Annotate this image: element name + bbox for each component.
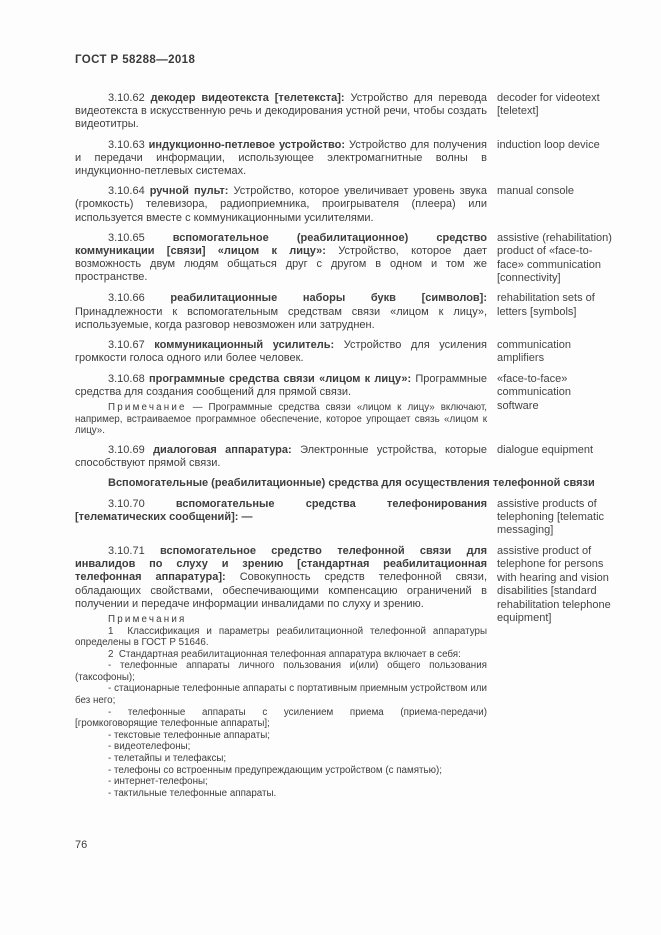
term-english: rehabilitation sets of letters [symbols] bbox=[497, 292, 595, 318]
notes-label: Примечания bbox=[108, 613, 187, 625]
term-title: коммуникационный усилитель: bbox=[154, 339, 335, 352]
terms-section bbox=[75, 92, 615, 799]
list-item: - телефоны со встроенным предупреждающим устройством (с памятью); bbox=[108, 764, 442, 776]
term-body bbox=[75, 292, 487, 332]
list-item: - видеотелефоны; bbox=[108, 741, 191, 753]
term-paragraph bbox=[75, 185, 487, 225]
term-body bbox=[75, 498, 487, 538]
term-number: 3.10.70 bbox=[108, 497, 145, 510]
term-title: вспомогательное (реабилитационное) средство коммуникации [связи] «лицом к лицу»: bbox=[75, 231, 487, 258]
list-item: - телетайпы и телефаксы; bbox=[108, 753, 227, 765]
term-number: 3.10.71 bbox=[108, 544, 145, 557]
term-entry bbox=[75, 373, 615, 437]
term-body bbox=[75, 444, 487, 470]
term-body bbox=[75, 232, 487, 286]
term-number: 3.10.62 bbox=[108, 92, 145, 104]
term-definition: Устройство, которое увеличивает уровень звука (громкость) телевизора, радиоприемника, проигрывателя (плеера) или используется вместе с коммуникационными усилителями. bbox=[75, 185, 487, 224]
note-item: 1 Классификация и параметры реабилитационной телефонной аппаратуры определены в ГОСТ Р 51646. bbox=[75, 625, 487, 649]
list-item: - телефонные аппараты с усилением приема (приема-передачи) [громкоговорящие телефонные аппараты]; bbox=[75, 706, 487, 730]
term-body bbox=[75, 139, 487, 179]
term-number: 3.10.69 bbox=[108, 444, 145, 457]
note-label: Примечание bbox=[108, 402, 187, 414]
term-paragraph bbox=[75, 444, 487, 470]
term-entry bbox=[75, 498, 615, 538]
term-number: 3.10.64 bbox=[108, 185, 145, 198]
term-entry bbox=[75, 92, 615, 132]
term-english: manual console bbox=[497, 185, 575, 198]
term-body bbox=[75, 92, 487, 132]
term-title: декодер видеотекста [телетекста]: bbox=[150, 92, 345, 104]
term-definition: Программные средства для создания сообщений для прямой связи. bbox=[75, 372, 487, 399]
note-item: 2 Стандартная реабилитационная телефонная аппаратура включает в себя: bbox=[108, 648, 461, 660]
list-item: - стационарные телефонные аппараты с портативным приемным устройством или без него; bbox=[75, 683, 487, 707]
term-paragraph bbox=[75, 498, 487, 524]
term-paragraph bbox=[75, 292, 487, 332]
term-english: assistive (rehabilitation) product of «face-to-face» communication [connectivity] bbox=[497, 231, 612, 285]
term-body bbox=[75, 373, 487, 437]
term-entry bbox=[75, 232, 615, 286]
list-item: - интернет-телефоны; bbox=[108, 776, 208, 788]
term-english: induction loop device bbox=[497, 138, 600, 151]
term-paragraph bbox=[75, 545, 487, 611]
term-english: dialogue equipment bbox=[497, 444, 594, 457]
term-title: ручной пульт: bbox=[149, 185, 229, 198]
term-definition: Устройство для перевода видеотекста в искусственную речь и декодирования устной речи, чтобы создать видеотитры. bbox=[75, 92, 487, 131]
term-entry bbox=[75, 185, 615, 225]
term-english: decoder for videotext [teletext] bbox=[497, 92, 600, 118]
term-title: программные средства связи «лицом к лицу»: bbox=[148, 372, 412, 385]
term-note bbox=[75, 402, 487, 437]
term-body bbox=[75, 339, 487, 366]
note-block bbox=[75, 402, 487, 437]
term-definition: Устройство для получения и передачи информации, использующее электромагнитные волны в индукционно-петлевых системах. bbox=[75, 138, 487, 178]
term-title: реабилитационные наборы букв [символов]: bbox=[170, 292, 487, 305]
term-number: 3.10.67 bbox=[108, 339, 145, 352]
term-definition: Устройство для усиления громкости голоса одного или более человек. bbox=[75, 339, 488, 365]
term-english: assistive product of telephone for persons with hearing and vision disabilities [standard rehabilitation telephone equipment] bbox=[497, 544, 611, 624]
term-title: вспомогательное средство телефонной связи для инвалидов по слуху и зрению [стандартная реабилитационная телефонная аппаратура]: bbox=[75, 544, 487, 584]
term-english: «face-to-face» communication software bbox=[497, 372, 571, 412]
notes-heading bbox=[75, 614, 487, 626]
term-number: 3.10.66 bbox=[108, 292, 145, 305]
list-item: - телефонные аппараты личного пользования и(или) общего пользования (таксофоны); bbox=[75, 660, 487, 683]
term-body bbox=[75, 545, 487, 800]
term-definition: Устройство, которое дает возможность двум людям общаться друг с другом в одном и том же пространстве. bbox=[75, 245, 487, 284]
term-body bbox=[75, 185, 487, 225]
term-number: 3.10.65 bbox=[108, 231, 145, 244]
term-paragraph bbox=[75, 139, 487, 179]
term-entry bbox=[75, 139, 615, 179]
list-item: - текстовые телефонные аппараты; bbox=[108, 729, 270, 741]
notes-block bbox=[75, 614, 487, 800]
running-header: ГОСТ Р 58288—2018 bbox=[75, 54, 196, 66]
page-number: 76 bbox=[75, 839, 88, 851]
term-title: диалоговая аппаратура: bbox=[153, 444, 292, 457]
term-entry bbox=[75, 545, 615, 800]
term-title: индукционно-петлевое устройство: bbox=[148, 138, 345, 151]
term-english: assistive products of telephoning [telematic messaging] bbox=[497, 497, 605, 537]
term-entry bbox=[75, 339, 615, 366]
term-paragraph bbox=[75, 232, 487, 285]
term-paragraph bbox=[75, 373, 487, 399]
term-entry bbox=[75, 292, 615, 332]
term-entry bbox=[75, 444, 615, 470]
list-item: - тактильные телефонные аппараты. bbox=[108, 787, 277, 799]
term-number: 3.10.63 bbox=[108, 138, 145, 151]
term-paragraph bbox=[75, 92, 487, 132]
term-paragraph bbox=[75, 339, 487, 365]
term-title: вспомогательные средства телефонирования [телематических сообщений]: — bbox=[75, 497, 487, 523]
term-english: communication amplifiers bbox=[497, 339, 571, 365]
section-heading: Вспомогательные (реабилитационные) средства для осуществления телефонной связи bbox=[108, 477, 595, 490]
term-definition: Совокупность средств телефонной связи, обладающих свойствами, обеспечивающими компенсацию ограничений в получении и передаче информации инвалидами по слуху и зрению. bbox=[75, 571, 488, 610]
term-definition: Электронные устройства, которые способствуют прямой связи. bbox=[75, 444, 487, 470]
note-text: — Программные средства связи «лицом к лицу» включают, например, встраиваемое программное обеспечение, которое упрощает связь «лицом к лицу». bbox=[75, 402, 487, 437]
term-number: 3.10.68 bbox=[108, 372, 145, 385]
term-definition: Принадлежности к вспомогательным средствам связи «лицом к лицу», используемые, когда разговор невозможен или затруднен. bbox=[75, 305, 487, 331]
